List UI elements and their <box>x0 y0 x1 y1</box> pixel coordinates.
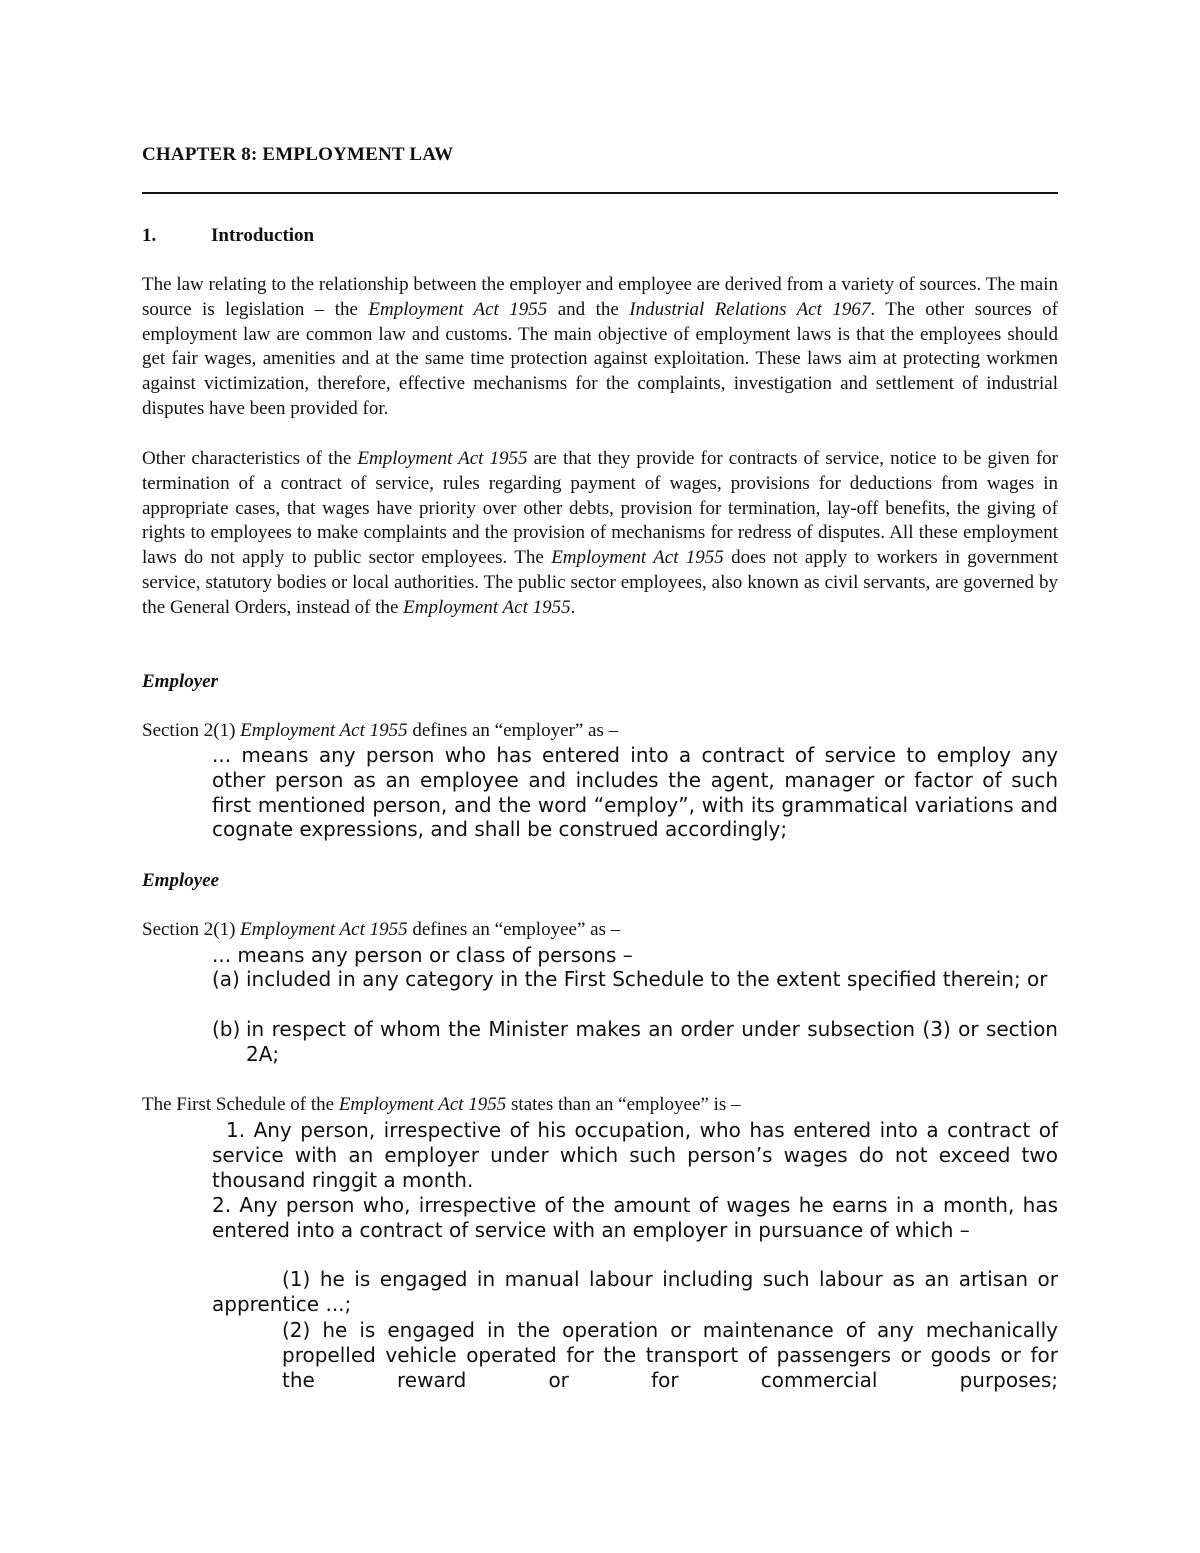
chapter-title: CHAPTER 8: EMPLOYMENT LAW <box>142 144 454 165</box>
intro-paragraph-2: Other characteristics of the Employment Act 1955 are that they provide for contracts of service, notice to be given for termination of a contract of service, rules regarding payment of wages, provisions for deductions from wages in appropriate cases, that wages have priority over other debts, provision for termination, lay-off benefits, the giving of rights to employees to make complaints and the provision of mechanisms for redress of disputes. All these employment laws do not apply to public sector employees. The Employment Act 1955 does not apply to workers in government service, statutory bodies or local authorities. The public sector employees, also known as civil servants, are governed by the General Orders, instead of the Employment Act 1955. <box>142 448 1058 618</box>
first-schedule-item-2: 2. Any person who, irrespective of the amount of wages he earns in a month, has entered into a contract of service with an employer in pursuance of which – <box>212 1193 1058 1242</box>
intro-paragraph-1: The law relating to the relationship between the employer and employee are derived from a variety of sources. The main source is legislation – the Employment Act 1955 and the Industrial Relations Act 1967. The other sources of employment law are common law and customs. The main objective of employment laws is that the employees should get fair wages, amenities and at the same time protection against exploitation. These laws aim at protecting workmen against victimization, therefore, effective mechanisms for the complaints, investigation and settlement of industrial disputes have been provided for. <box>142 274 1058 419</box>
employer-definition-quote: ... means any person who has entered into a contract of service to employ any other person as an employee and includes the agent, manager or factor of such first mentioned person, and the word “employ”, with its grammatical variations and cognate expressions, and shall be construed accordingly; <box>212 743 1058 842</box>
employee-heading: Employee <box>142 870 220 891</box>
list-item <box>212 1017 1058 1067</box>
heading-divider <box>142 192 1058 194</box>
list-marker: (a) <box>212 967 240 991</box>
section-title: Introduction <box>211 225 315 246</box>
employee-definition-lead: Section 2(1) Employment Act 1955 defines an “employee” as – <box>142 919 621 940</box>
employer-heading: Employer <box>142 671 218 692</box>
first-schedule-subitem-2: (2) he is engaged in the operation or maintenance of any mechanically propelled vehicle operated for the transport of passengers or goods or for the reward or for commercial purposes; <box>282 1318 1058 1392</box>
first-schedule-subitem-1: (1) he is engaged in manual labour including such labour as an artisan or apprentice ...; <box>212 1267 1058 1316</box>
first-schedule-item-1: 1. Any person, irrespective of his occupation, who has entered into a contract of service with an employer under which such person’s wages do not exceed two thousand ringgit a month. <box>212 1118 1058 1192</box>
list-item-text: included in any category in the First Schedule to the extent specified therein; or <box>246 967 1048 991</box>
first-schedule-lead: The First Schedule of the Employment Act 1955 states than an “employee” is – <box>142 1094 741 1115</box>
section-number: 1. <box>142 225 157 246</box>
employee-quote-intro: ... means any person or class of persons – <box>212 943 633 967</box>
list-item-text: in respect of whom the Minister makes an order under subsection (3) or section 2A; <box>246 1017 1058 1066</box>
list-marker: (b) <box>212 1017 241 1041</box>
section-heading <box>142 225 314 247</box>
employer-definition-lead: Section 2(1) Employment Act 1955 defines an “employer” as – <box>142 720 619 741</box>
list-item <box>212 967 1058 992</box>
